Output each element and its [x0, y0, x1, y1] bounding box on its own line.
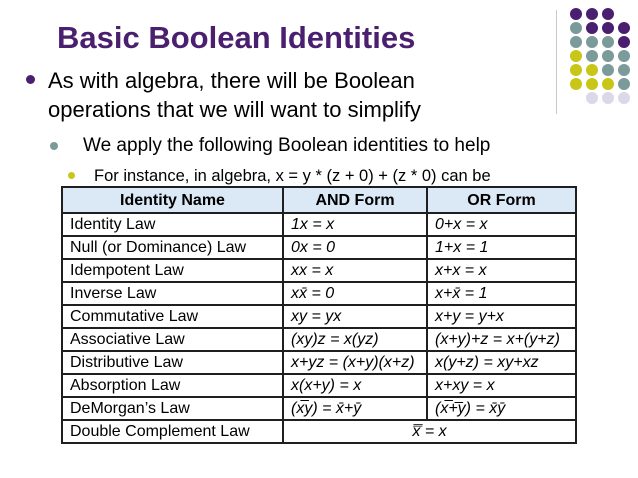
or-form-cell: 0+x = x: [427, 213, 576, 236]
decor-dot: [602, 64, 614, 76]
decor-dot: [602, 36, 614, 48]
and-form-cell: 0x = 0: [283, 236, 427, 259]
header-and-form: AND Form: [283, 187, 427, 213]
identities-table: [61, 186, 577, 444]
decor-dot: [586, 36, 598, 48]
decor-dot: [570, 64, 582, 76]
merged-form-cell: x̿ = x: [283, 420, 576, 443]
identity-name-cell: DeMorgan’s Law: [62, 397, 283, 420]
decor-dot: [618, 50, 630, 62]
and-form-cell: 1x = x: [283, 213, 427, 236]
table-row: [62, 374, 576, 397]
or-form-cell: x+y = y+x: [427, 305, 576, 328]
decor-dot: [570, 22, 582, 34]
and-form-cell: xx̄ = 0: [283, 282, 427, 305]
or-form-cell: x+x̄ = 1: [427, 282, 576, 305]
decor-dot: [602, 22, 614, 34]
identity-name-cell: Commutative Law: [62, 305, 283, 328]
identity-name-cell: Double Complement Law: [62, 420, 283, 443]
decor-dot: [570, 36, 582, 48]
decor-dot: [586, 64, 598, 76]
decor-dot: [602, 78, 614, 90]
identity-name-cell: Associative Law: [62, 328, 283, 351]
identity-name-cell: Idempotent Law: [62, 259, 283, 282]
decor-dot: [586, 92, 598, 104]
bullet-level-1: [48, 66, 421, 124]
divider-line: [556, 10, 557, 114]
decor-dot: [570, 78, 582, 90]
and-form-cell: (xy)z = x(yz): [283, 328, 427, 351]
decorative-dot-grid: [566, 4, 638, 108]
and-form-cell: x+yz = (x+y)(x+z): [283, 351, 427, 374]
decor-dot: [618, 22, 630, 34]
and-form-cell: xy = yx: [283, 305, 427, 328]
decor-dot: [618, 36, 630, 48]
table-header-row: [62, 187, 576, 213]
table-row: [62, 328, 576, 351]
identity-name-cell: Identity Law: [62, 213, 283, 236]
table-row: [62, 213, 576, 236]
decor-dot: [602, 8, 614, 20]
bullet-icon: [26, 75, 35, 84]
decor-dot: [618, 64, 630, 76]
header-identity-name: Identity Name: [62, 187, 283, 213]
identity-name-cell: Absorption Law: [62, 374, 283, 397]
table-row: [62, 351, 576, 374]
decor-dot: [586, 8, 598, 20]
and-form-cell: xx = x: [283, 259, 427, 282]
decor-dot: [586, 78, 598, 90]
table-row: [62, 420, 576, 443]
slide-title: Basic Boolean Identities: [57, 20, 416, 55]
identity-name-cell: Inverse Law: [62, 282, 283, 305]
bullet-level-3: For instance, in algebra, x = y * (z + 0) + (z * 0) can be: [94, 167, 491, 185]
or-form-cell: x(y+z) = xy+xz: [427, 351, 576, 374]
table-row: [62, 282, 576, 305]
and-form-cell: (x͞y) = x̄+ȳ: [283, 397, 427, 420]
decor-dot: [586, 22, 598, 34]
decor-dot: [618, 78, 630, 90]
or-form-cell: (x͞+͞y) = x̄ȳ: [427, 397, 576, 420]
or-form-cell: x+xy = x: [427, 374, 576, 397]
identity-name-cell: Null (or Dominance) Law: [62, 236, 283, 259]
identity-name-cell: Distributive Law: [62, 351, 283, 374]
table-row: [62, 397, 576, 420]
bullet-line-2: operations that we will want to simplify: [48, 97, 421, 122]
decor-dot: [570, 8, 582, 20]
decor-dot: [602, 50, 614, 62]
bullet-icon: [68, 172, 75, 179]
or-form-cell: (x+y)+z = x+(y+z): [427, 328, 576, 351]
or-form-cell: 1+x = 1: [427, 236, 576, 259]
bullet-icon: [50, 142, 58, 150]
bullet-level-2: We apply the following Boolean identities to help: [83, 135, 491, 156]
table-row: [62, 305, 576, 328]
header-or-form: OR Form: [427, 187, 576, 213]
decor-dot: [570, 50, 582, 62]
decor-dot: [618, 92, 630, 104]
table-row: [62, 259, 576, 282]
and-form-cell: x(x+y) = x: [283, 374, 427, 397]
or-form-cell: x+x = x: [427, 259, 576, 282]
table-row: [62, 236, 576, 259]
decor-dot: [586, 50, 598, 62]
decor-dot: [602, 92, 614, 104]
bullet-line-1: As with algebra, there will be Boolean: [48, 68, 415, 93]
